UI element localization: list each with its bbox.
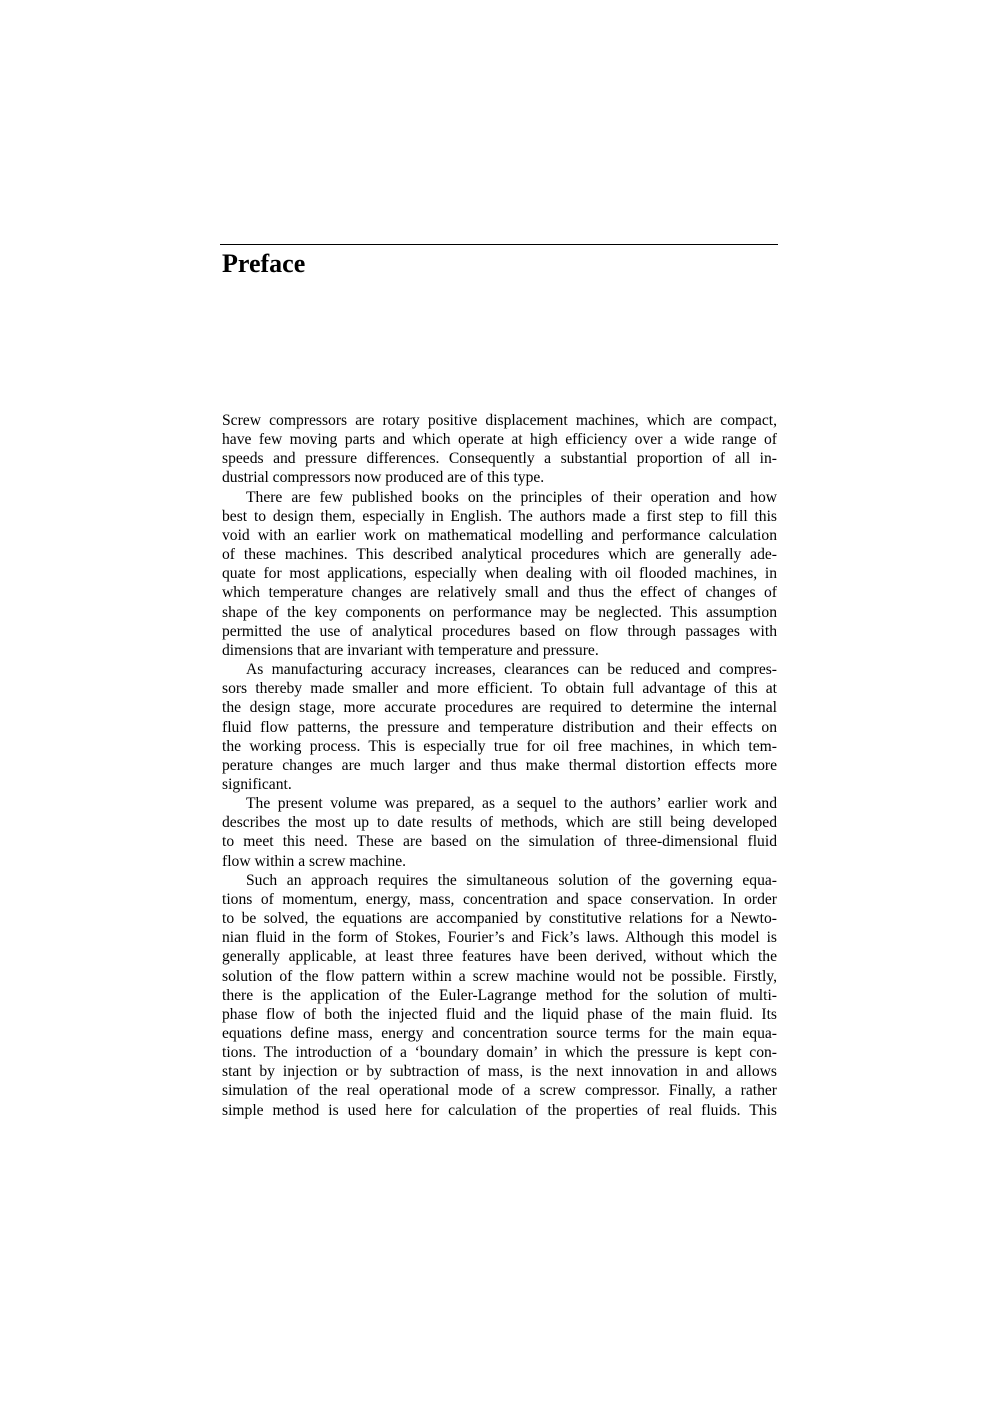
text-line: which temperature changes are relatively small and thus the effect of changes of: [222, 584, 777, 602]
text-line: the working process. This is especially true for oil free machines, in which tem-: [222, 737, 777, 755]
paragraph: [222, 411, 777, 488]
text-line: equations define mass, energy and concentration source terms for the main equa-: [222, 1025, 777, 1042]
text-line: stant by injection or by subtraction of mass, is the next innovation in and allows: [222, 1063, 777, 1081]
text-line: to meet this need. These are based on the simulation of three-dimensional fluid: [222, 833, 777, 851]
preface-body: [222, 411, 777, 1120]
paragraph: [222, 794, 777, 871]
text-line: to be solved, the equations are accompanied by constitutive relations for a Newto-: [222, 910, 777, 928]
text-line: best to design them, especially in English. The authors made a first step to fill this: [222, 507, 777, 525]
text-line: perature changes are much larger and thus make thermal distortion effects more: [222, 756, 777, 774]
text-line: shape of the key components on performance may be neglected. This assumption: [222, 603, 777, 621]
text-line: there is the application of the Euler-Lagrange method for the solution of multi-: [222, 986, 777, 1004]
text-line: have few moving parts and which operate at high efficiency over a wide range of: [222, 431, 777, 449]
page-title: Preface: [222, 249, 306, 278]
paragraph: [222, 488, 777, 660]
text-line: phase flow of both the injected fluid and the liquid phase of the main fluid. Its: [222, 1005, 777, 1023]
text-line: tions of momentum, energy, mass, concentration and space conservation. In order: [222, 890, 777, 908]
text-line: of these machines. This described analytical procedures which are generally ade-: [222, 546, 777, 564]
paragraph: [222, 871, 777, 1120]
text-line: The present volume was prepared, as a sequel to the authors’ earlier work and: [246, 795, 777, 813]
text-line: There are few published books on the principles of their operation and how: [246, 488, 777, 506]
text-line: solution of the flow pattern within a screw machine would not be possible. Firstly,: [222, 967, 777, 985]
text-line: tions. The introduction of a ‘boundary domain’ in which the pressure is kept con-: [222, 1044, 777, 1062]
text-line: nian fluid in the form of Stokes, Fourier’s and Fick’s laws. Although this model is: [222, 929, 777, 947]
text-line: simulation of the real operational mode of a screw compressor. Finally, a rather: [222, 1082, 777, 1100]
text-line: flow within a screw machine.: [222, 852, 407, 870]
text-line: dustrial compressors now produced are of this type.: [222, 469, 545, 487]
text-line: void with an earlier work on mathematical modelling and performance calculation: [222, 526, 777, 544]
text-line: Such an approach requires the simultaneous solution of the governing equa-: [246, 871, 777, 889]
text-line: significant.: [222, 775, 292, 793]
text-line: generally applicable, at least three features have been derived, without which the: [222, 948, 777, 966]
text-line: As manufacturing accuracy increases, clearances can be reduced and compres-: [246, 661, 777, 679]
heading-rule: [220, 244, 778, 245]
text-line: simple method is used here for calculation of the properties of real fluids. This: [222, 1101, 777, 1119]
text-line: dimensions that are invariant with temperature and pressure.: [222, 641, 599, 659]
text-line: the design stage, more accurate procedures are required to determine the internal: [222, 699, 777, 717]
text-line: describes the most up to date results of methods, which are still being developed: [222, 814, 777, 832]
text-line: Screw compressors are rotary positive displacement machines, which are compact,: [222, 412, 777, 429]
paragraph: [222, 660, 777, 794]
text-line: permitted the use of analytical procedures based on flow through passages with: [222, 622, 777, 640]
text-line: fluid flow patterns, the pressure and temperature distribution and their effects on: [222, 718, 777, 736]
text-line: quate for most applications, especially when dealing with oil flooded machines, in: [222, 565, 777, 583]
text-line: sors thereby made smaller and more efficient. To obtain full advantage of this at: [222, 680, 777, 698]
text-line: speeds and pressure differences. Consequently a substantial proportion of all in-: [222, 450, 777, 468]
